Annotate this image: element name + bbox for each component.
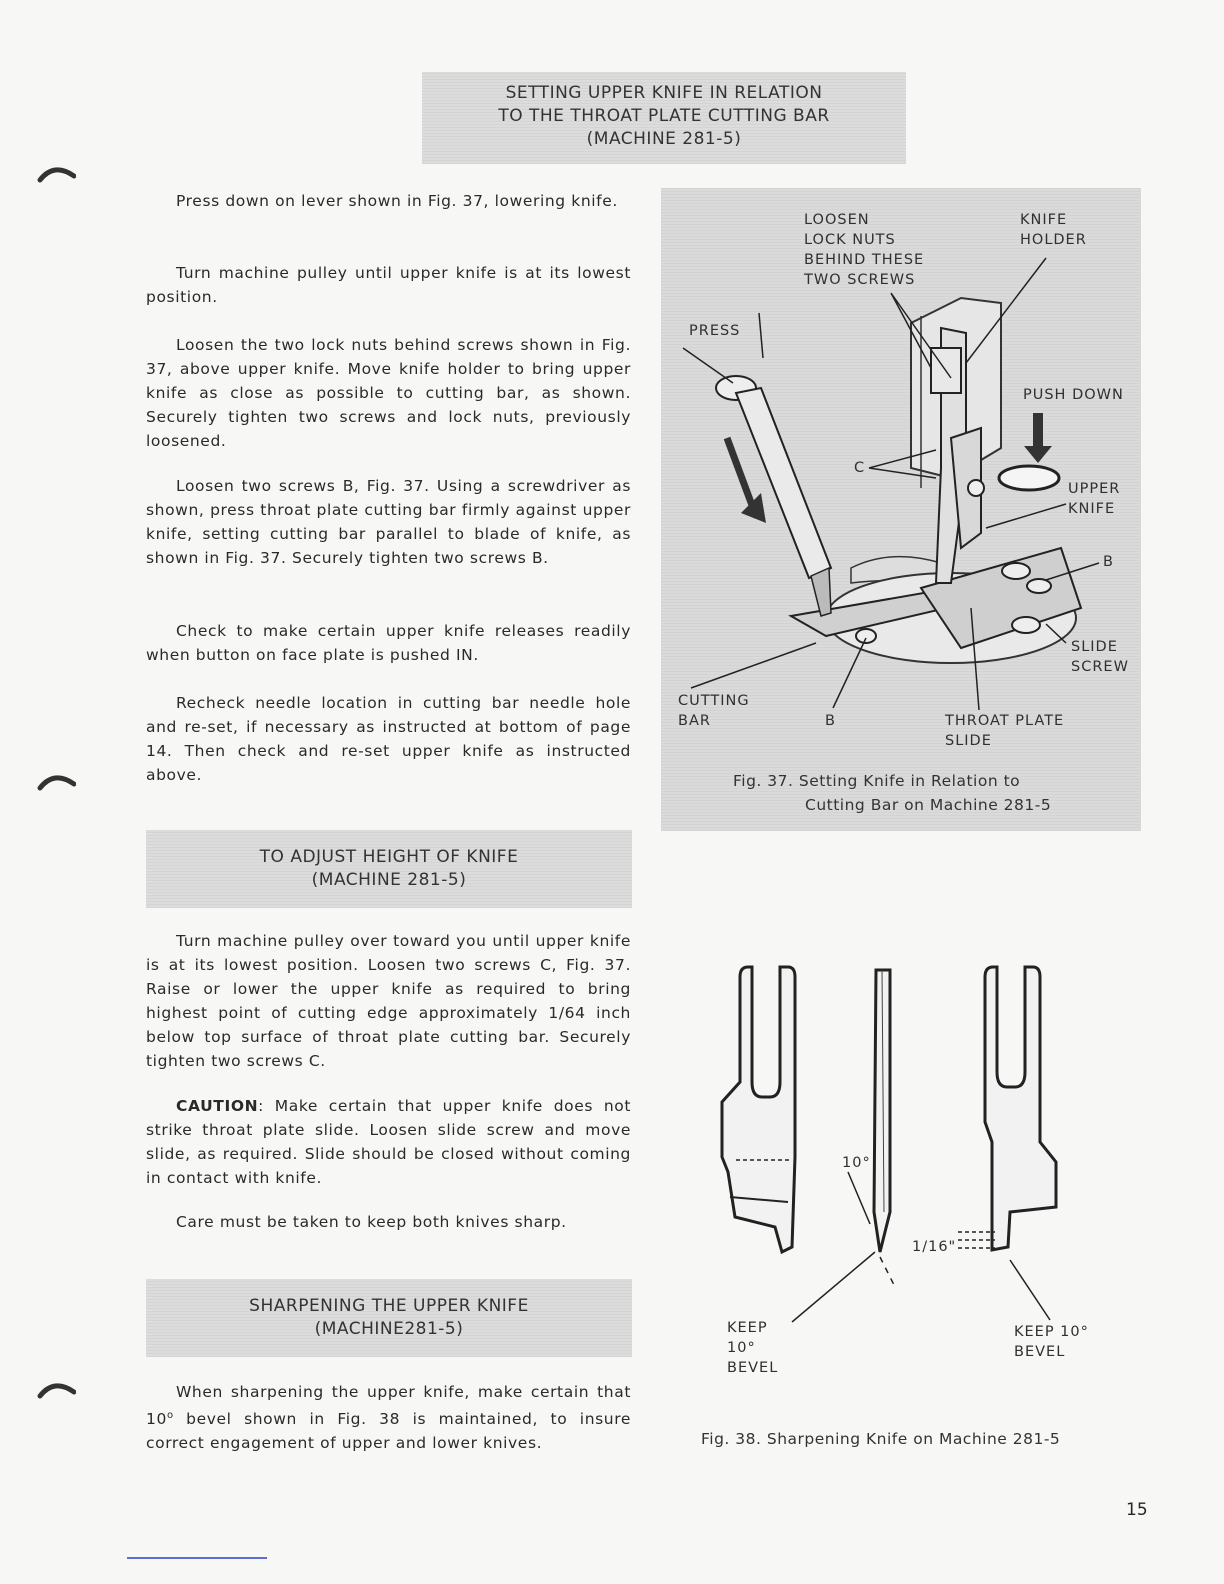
binder-mark-icon	[36, 768, 76, 804]
label-line: BEHIND THESE	[804, 252, 925, 268]
header-line: (MACHINE281-5)	[314, 1319, 464, 1339]
caution-label: CAUTION	[176, 1097, 259, 1115]
fig38-keep-left	[727, 1318, 778, 1378]
label-line: BEVEL	[727, 1360, 779, 1376]
caption-line: Cutting Bar on Machine 281-5	[805, 796, 1052, 814]
label-upper-knife	[1068, 479, 1120, 519]
paragraph: Turn machine pulley over toward you until upper knife is at its lowest position. Loosen two screws C, Fig. 37. Raise or lower the upper knife as required to bring highest point of cutting edge approximately 1/64 inch below top surface of throat plate cutting bar. Securely tighten two screws C.	[146, 932, 631, 1070]
header-line: (MACHINE 281-5)	[311, 870, 467, 890]
label-line: BEVEL	[1014, 1344, 1066, 1360]
header-line: SETTING UPPER KNIFE IN RELATION	[505, 83, 823, 103]
label-knife-holder	[1020, 210, 1087, 250]
paragraph: Turn machine pulley until upper knife is at its lowest position.	[146, 264, 631, 306]
label-press: PRESS	[689, 323, 741, 339]
paragraph: Press down on lever shown in Fig. 37, lowering knife.	[176, 192, 618, 210]
label-line: KEEP	[727, 1320, 768, 1336]
header-line: (MACHINE 281-5)	[586, 129, 742, 149]
caution-paragraph	[146, 1094, 631, 1190]
sharpening-text-start: When sharpening the upper knife, make certain that 10	[146, 1383, 631, 1429]
section-header-adjust-height	[146, 830, 632, 908]
label-line: HOLDER	[1020, 232, 1087, 248]
label-line: CUTTING	[678, 693, 750, 709]
label-line: BAR	[678, 713, 711, 729]
fig38-keep-right	[1014, 1322, 1089, 1362]
section-header-setting-upper-knife	[422, 72, 906, 164]
label-line: SLIDE	[1071, 639, 1118, 655]
fig38-caption: Fig. 38. Sharpening Knife on Machine 281-5	[701, 1430, 1061, 1448]
label-slide-screw	[1071, 637, 1129, 677]
figure-37	[661, 188, 1141, 831]
page-number: 15	[1126, 1500, 1148, 1520]
label-line: THROAT PLATE	[945, 713, 1065, 729]
label-b-bottom: B	[825, 713, 836, 729]
header-line: TO ADJUST HEIGHT OF KNIFE	[259, 847, 519, 867]
fig37-caption	[733, 769, 1051, 817]
label-line: KEEP 10°	[1014, 1324, 1089, 1340]
caution-text: : Make certain that upper knife does not strike throat plate slide. Loosen slide screw and move slide, as required. Slide should be closed without coming in contact with knife.	[146, 1097, 631, 1187]
caption-line: Fig. 37. Setting Knife in Relation to	[733, 772, 1021, 790]
label-loosen-lock-nuts	[804, 210, 924, 290]
header-line: TO THE THROAT PLATE CUTTING BAR	[498, 106, 830, 126]
paragraph: Loosen the two lock nuts behind screws shown in Fig. 37, above upper knife. Move knife holder to bring upper knife as close as possible to cutting bar, as shown. Securely tighten two screws and lock nuts, previously loosened.	[146, 336, 631, 450]
label-line: LOCK NUTS	[804, 232, 896, 248]
footer-rule	[127, 1557, 267, 1559]
paragraph: Care must be taken to keep both knives sharp.	[176, 1213, 567, 1231]
label-cutting-bar	[678, 691, 750, 731]
paragraph: Loosen two screws B, Fig. 37. Using a screwdriver as shown, press throat plate cutting bar firmly against upper knife, setting cutting bar parallel to blade of knife, as shown in Fig. 37. Securely tighten two screws B.	[146, 477, 631, 567]
paragraph: Recheck needle location in cutting bar needle hole and re-set, if necessary as instructed at bottom of page 14. Then check and re-set upper knife as instructed above.	[146, 694, 631, 784]
label-b-right: B	[1103, 554, 1114, 570]
label-line: SCREW	[1071, 659, 1129, 675]
label-push-down: PUSH DOWN	[1023, 387, 1124, 403]
label-line: UPPER	[1068, 481, 1121, 497]
paragraph: Check to make certain upper knife releases readily when button on face plate is pushed IN.	[146, 622, 631, 664]
sharpening-text-end: bevel shown in Fig. 38 is maintained, to insure correct engagement of upper and lower knives.	[146, 1410, 631, 1453]
label-line: 10°	[727, 1340, 756, 1356]
label-line: LOOSEN	[804, 212, 870, 228]
label-line: KNIFE	[1068, 501, 1116, 517]
sharpening-paragraph	[146, 1380, 631, 1455]
header-line: SHARPENING THE UPPER KNIFE	[249, 1296, 529, 1316]
label-line: KNIFE	[1020, 212, 1068, 228]
label-line: TWO SCREWS	[804, 272, 916, 288]
label-throat-plate-slide	[945, 711, 1064, 751]
binder-mark-icon	[36, 160, 76, 196]
label-line: SLIDE	[945, 733, 992, 749]
degree-mark: o	[166, 1410, 174, 1421]
fig38-angle-label: 10°	[842, 1155, 871, 1171]
label-c: C	[854, 460, 866, 476]
section-header-sharpening	[146, 1279, 632, 1357]
fig38-gap-label: 1/16"	[912, 1239, 957, 1255]
binder-mark-icon	[36, 1376, 76, 1412]
